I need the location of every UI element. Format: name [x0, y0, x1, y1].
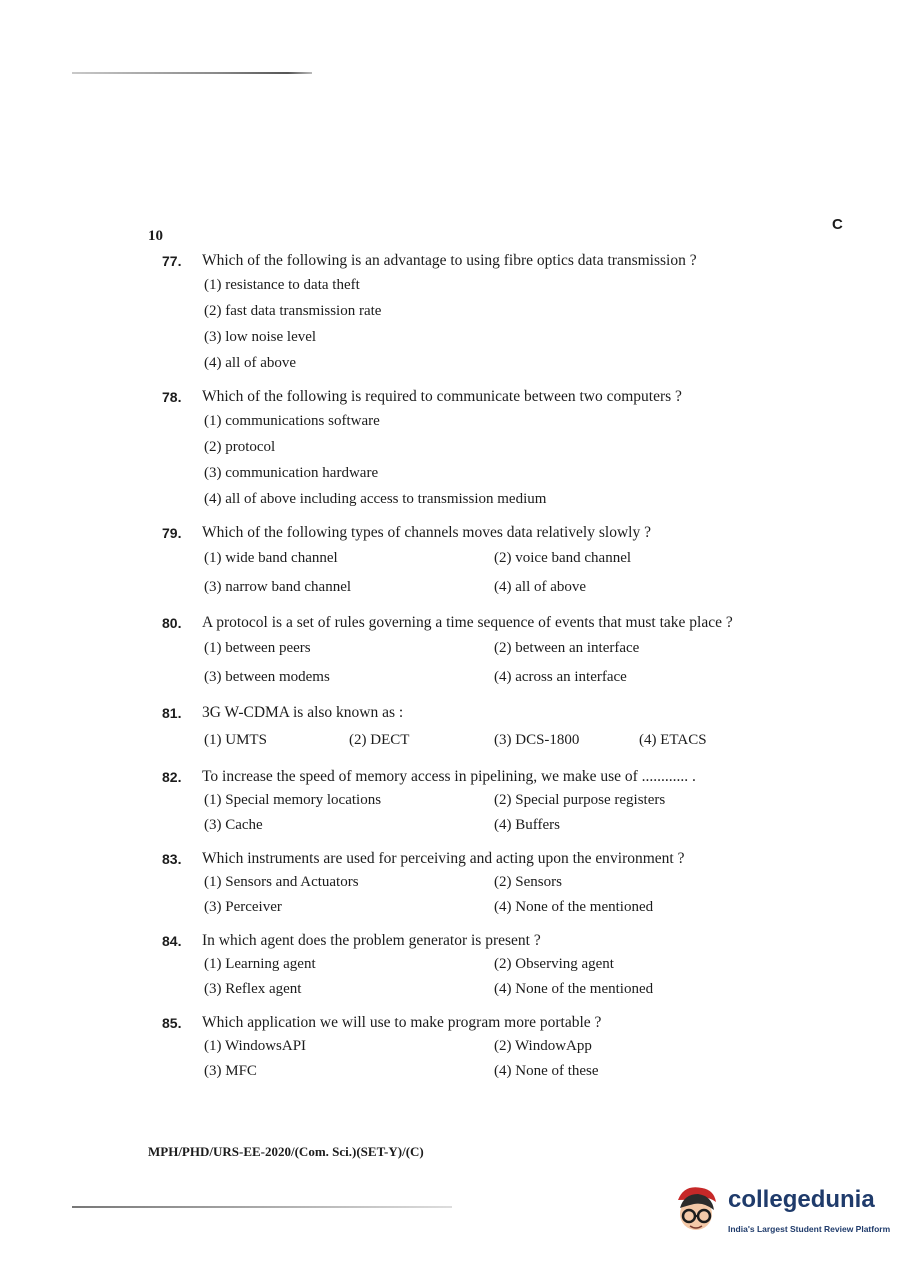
option-1: (1) WindowsAPI — [204, 1038, 307, 1054]
option-1: (1) resistance to data theft — [204, 277, 360, 293]
question-text: Which instruments are used for perceiving and acting upon the environment ? — [202, 850, 685, 867]
options — [204, 952, 822, 1002]
question-text: Which application we will use to make program more portable ? — [202, 1014, 602, 1031]
option-4: (4) None of these — [494, 1063, 599, 1079]
option-1: (1) UMTS — [204, 732, 267, 748]
option-4: (4) all of above — [494, 579, 587, 595]
question-77 — [162, 250, 822, 376]
question-text: 3G W-CDMA is also known as : — [202, 704, 404, 721]
question-text: A protocol is a set of rules governing a time sequence of events that must take place ? — [202, 614, 733, 631]
page-number: 10 — [148, 228, 163, 244]
option-2: (2) voice band channel — [494, 550, 632, 566]
options — [204, 1034, 822, 1084]
option-1: (1) wide band channel — [204, 550, 338, 566]
option-3: (3) DCS-1800 — [494, 732, 580, 748]
scan-artifact-top — [72, 72, 312, 74]
options — [204, 272, 822, 376]
question-list — [162, 250, 822, 1094]
collegedunia-logo — [664, 1180, 894, 1244]
option-3: (3) Cache — [204, 817, 263, 833]
option-2: (2) WindowApp — [494, 1038, 592, 1054]
options — [204, 870, 822, 920]
question-82 — [162, 766, 822, 838]
option-3: (3) communication hardware — [204, 465, 379, 481]
option-3: (3) Perceiver — [204, 899, 282, 915]
question-78 — [162, 386, 822, 512]
option-1: (1) Learning agent — [204, 956, 316, 972]
option-1: (1) Special memory locations — [204, 792, 382, 808]
question-text: Which of the following types of channels moves data relatively slowly ? — [202, 524, 651, 541]
question-83 — [162, 848, 822, 920]
footer-exam-code: MPH/PHD/URS-EE-2020/(Com. Sci.)(SET-Y)/(C) — [148, 1144, 424, 1159]
question-text: To increase the speed of memory access in pipelining, we make use of ............ . — [202, 768, 696, 785]
question-79 — [162, 522, 822, 602]
options — [204, 724, 822, 756]
option-3: (3) between modems — [204, 669, 330, 685]
options — [204, 544, 822, 602]
option-4: (4) None of the mentioned — [494, 981, 654, 997]
question-number: 83. — [162, 851, 182, 867]
options — [204, 634, 822, 692]
option-4: (4) all of above including access to transmission medium — [204, 491, 547, 507]
option-2: (2) between an interface — [494, 640, 640, 656]
question-81 — [162, 702, 822, 756]
option-2: (2) Sensors — [494, 874, 562, 890]
option-1: (1) communications software — [204, 413, 380, 429]
question-number: 85. — [162, 1015, 182, 1031]
question-number: 78. — [162, 389, 182, 405]
options — [204, 408, 822, 512]
option-1: (1) Sensors and Actuators — [204, 874, 359, 890]
option-2: (2) fast data transmission rate — [204, 303, 382, 319]
option-2: (2) Observing agent — [494, 956, 614, 972]
option-3: (3) narrow band channel — [204, 579, 352, 595]
option-4: (4) across an interface — [494, 669, 627, 685]
set-code: C — [832, 216, 843, 233]
question-85 — [162, 1012, 822, 1084]
option-2: (2) DECT — [349, 732, 410, 748]
question-number: 80. — [162, 615, 182, 631]
mascot-icon — [664, 1180, 724, 1244]
question-number: 82. — [162, 769, 182, 785]
option-4: (4) all of above — [204, 355, 297, 371]
question-80 — [162, 612, 822, 692]
option-4: (4) Buffers — [494, 817, 560, 833]
option-1: (1) between peers — [204, 640, 311, 656]
scan-artifact-bottom — [72, 1206, 452, 1208]
option-3: (3) MFC — [204, 1063, 257, 1079]
question-number: 81. — [162, 705, 182, 721]
question-number: 84. — [162, 933, 182, 949]
question-84 — [162, 930, 822, 1002]
logo-tagline: India's Largest Student Review Platform — [728, 1224, 891, 1234]
question-number: 79. — [162, 525, 182, 541]
option-2: (2) protocol — [204, 439, 276, 455]
option-4: (4) None of the mentioned — [494, 899, 654, 915]
question-text: Which of the following is required to communicate between two computers ? — [202, 388, 682, 405]
question-number: 77. — [162, 253, 182, 269]
option-4: (4) ETACS — [639, 732, 707, 748]
options — [204, 788, 822, 838]
option-2: (2) Special purpose registers — [494, 792, 666, 808]
logo-wordmark: collegedunia — [728, 1186, 875, 1213]
question-text: In which agent does the problem generator is present ? — [202, 932, 541, 949]
question-text: Which of the following is an advantage to using fibre optics data transmission ? — [202, 252, 697, 269]
option-3: (3) Reflex agent — [204, 981, 302, 997]
option-3: (3) low noise level — [204, 329, 317, 345]
